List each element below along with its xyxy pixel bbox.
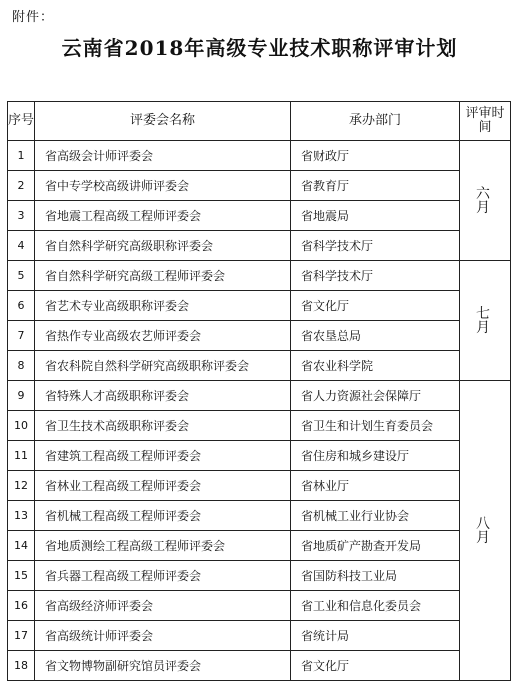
document-title: 云南省2018年高级专业技术职称评审计划 [61, 36, 458, 60]
committee-name: 省农科院自然科学研究高级职称评委会 [35, 351, 291, 381]
committee-name: 省机械工程高级工程师评委会 [35, 501, 291, 531]
header-department: 承办部门 [291, 102, 460, 141]
table-row [8, 291, 511, 321]
committee-name: 省高级会计师评委会 [35, 141, 291, 171]
table-row [8, 261, 511, 291]
committee-name: 省建筑工程高级工程师评委会 [35, 441, 291, 471]
committee-name: 省地质测绘工程高级工程师评委会 [35, 531, 291, 561]
table-row [8, 591, 511, 621]
row-number: 7 [8, 321, 35, 351]
department: 省农业科学院 [291, 351, 460, 381]
table-row [8, 381, 511, 411]
table-row [8, 471, 511, 501]
row-number: 5 [8, 261, 35, 291]
row-number: 18 [8, 651, 35, 681]
row-number: 4 [8, 231, 35, 261]
department: 省林业厅 [291, 471, 460, 501]
table-row [8, 621, 511, 651]
row-number: 9 [8, 381, 35, 411]
table-header-row [8, 102, 511, 141]
table-row [8, 651, 511, 681]
row-number: 11 [8, 441, 35, 471]
committee-name: 省文物博物副研究馆员评委会 [35, 651, 291, 681]
department: 省地质矿产勘查开发局 [291, 531, 460, 561]
row-number: 14 [8, 531, 35, 561]
committee-name: 省地震工程高级工程师评委会 [35, 201, 291, 231]
committee-name: 省特殊人才高级职称评委会 [35, 381, 291, 411]
table-row [8, 141, 511, 171]
department: 省财政厅 [291, 141, 460, 171]
table-row [8, 441, 511, 471]
row-number: 6 [8, 291, 35, 321]
department: 省科学技术厅 [291, 231, 460, 261]
department: 省统计局 [291, 621, 460, 651]
committee-name: 省中专学校高级讲师评委会 [35, 171, 291, 201]
table-row [8, 321, 511, 351]
department: 省文化厅 [291, 651, 460, 681]
row-number: 13 [8, 501, 35, 531]
header-no: 序号 [8, 102, 35, 141]
row-number: 1 [8, 141, 35, 171]
department: 省卫生和计划生育委员会 [291, 411, 460, 441]
row-number: 8 [8, 351, 35, 381]
header-evaluation-time: 评审时间 [460, 102, 511, 141]
table-row [8, 501, 511, 531]
row-number: 16 [8, 591, 35, 621]
evaluation-month: 六月 [460, 141, 511, 261]
row-number: 10 [8, 411, 35, 441]
table-row [8, 561, 511, 591]
evaluation-plan-table [7, 101, 511, 681]
committee-name: 省自然科学研究高级工程师评委会 [35, 261, 291, 291]
department: 省机械工业行业协会 [291, 501, 460, 531]
table-row [8, 201, 511, 231]
department: 省文化厅 [291, 291, 460, 321]
committee-name: 省兵器工程高级工程师评委会 [35, 561, 291, 591]
department: 省人力资源社会保障厅 [291, 381, 460, 411]
department: 省国防科技工业局 [291, 561, 460, 591]
committee-name: 省林业工程高级工程师评委会 [35, 471, 291, 501]
row-number: 2 [8, 171, 35, 201]
table-row [8, 531, 511, 561]
table-row [8, 231, 511, 261]
committee-name: 省自然科学研究高级职称评委会 [35, 231, 291, 261]
committee-name: 省艺术专业高级职称评委会 [35, 291, 291, 321]
evaluation-month: 七月 [460, 261, 511, 381]
department: 省地震局 [291, 201, 460, 231]
row-number: 12 [8, 471, 35, 501]
attachment-label: 附件： [12, 10, 55, 25]
department: 省农垦总局 [291, 321, 460, 351]
committee-name: 省卫生技术高级职称评委会 [35, 411, 291, 441]
table-row [8, 351, 511, 381]
department: 省住房和城乡建设厅 [291, 441, 460, 471]
evaluation-month: 八月 [460, 381, 511, 681]
department: 省工业和信息化委员会 [291, 591, 460, 621]
table-body [8, 141, 511, 681]
row-number: 15 [8, 561, 35, 591]
committee-name: 省高级经济师评委会 [35, 591, 291, 621]
table-row [8, 411, 511, 441]
row-number: 3 [8, 201, 35, 231]
committee-name: 省高级统计师评委会 [35, 621, 291, 651]
table-row [8, 171, 511, 201]
header-committee-name: 评委会名称 [35, 102, 291, 141]
committee-name: 省热作专业高级农艺师评委会 [35, 321, 291, 351]
row-number: 17 [8, 621, 35, 651]
department: 省教育厅 [291, 171, 460, 201]
department: 省科学技术厅 [291, 261, 460, 291]
